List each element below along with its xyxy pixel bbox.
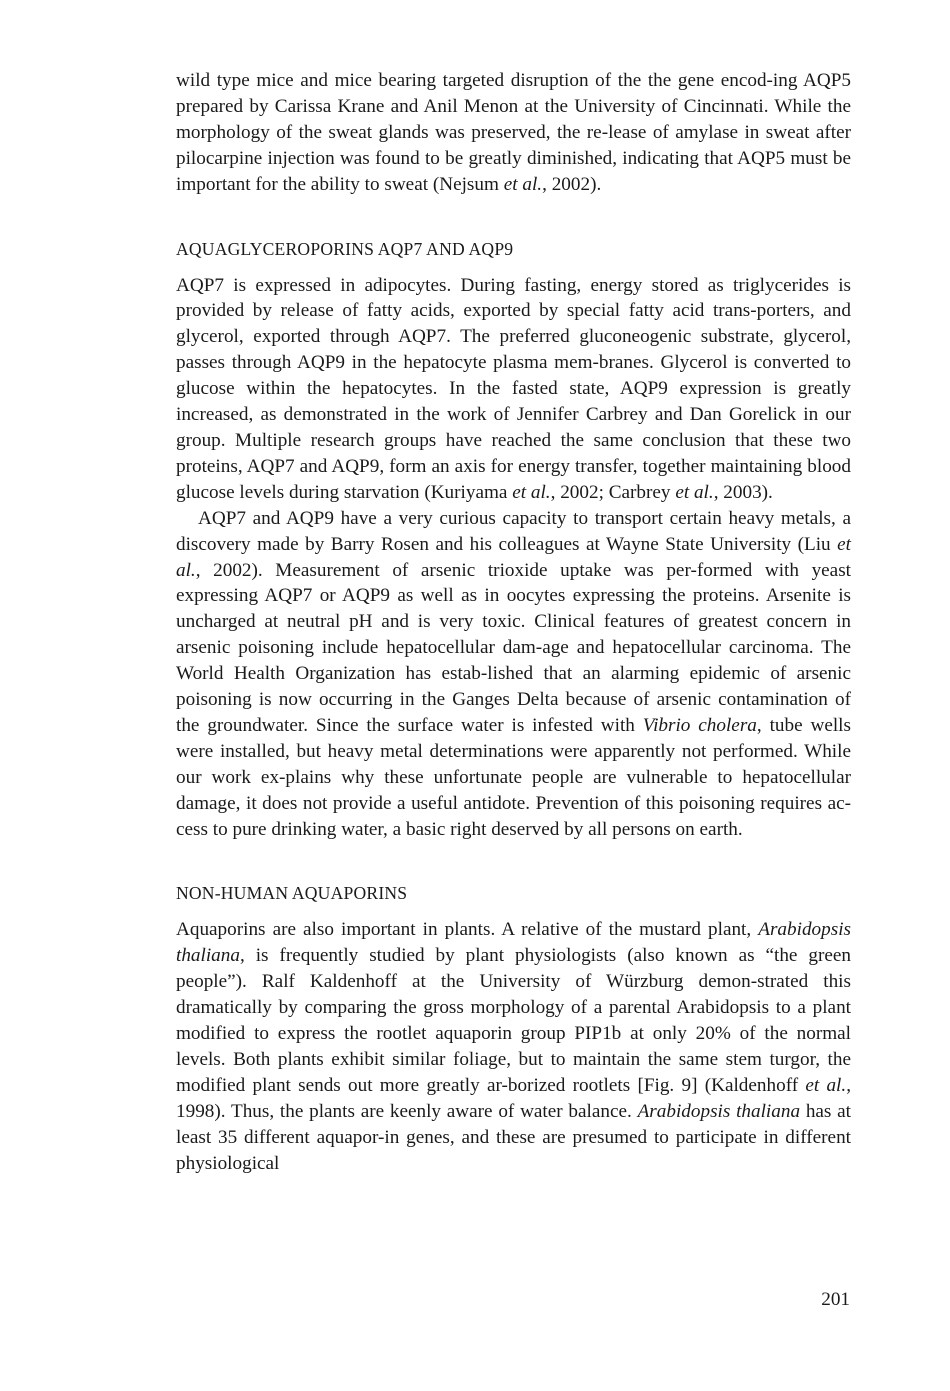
italic-run: et al. bbox=[512, 481, 551, 503]
paragraph-aqp7-adipocytes: AQP7 is expressed in adipocytes. During fasting, energy stored as triglycerides is provided by release of fatty acids, exported by special fatty acid trans-porters, and glycerol, exported through AQP7. The preferred gluconeogenic substrate, glycerol, passes through AQP9 in the hepatocyte plasma mem-branes. Glycerol is converted to glucose within the hepatocytes. In the fasted state, AQP9 expression is greatly increased, as demonstrated in the work of Jennifer Carbrey and Dan Gorelick in our group. Multiple research groups have reached the same conclusion that these two proteins, AQP7 and AQP9, form an axis for energy transfer, together maintaining blood glucose levels during starvation (Kuriyama et al., 2002; Carbrey et al., 2003). bbox=[176, 274, 851, 503]
italic-run: et al. bbox=[176, 533, 851, 581]
italic-run: et al. bbox=[503, 173, 543, 195]
paragraph-aqp5-sweat: wild type mice and mice bearing targeted disruption of the the gene encod-ing AQP5 prepared by Carissa Krane and Anil Menon at the University of Cincinnati. While the morphology of the sweat glands was preserved, the re-lease of amylase in sweat after pilocarpine injection was found to be greatly diminished, indicating that AQP5 must be important for the ability to sweat (Nejsum et al., 2002). bbox=[176, 70, 851, 195]
page-number: 201 bbox=[821, 1289, 850, 1310]
section-heading-aquaglyceroporins: AQUAGLYCEROPORINS AQP7 AND AQP9 bbox=[176, 238, 514, 259]
italic-run: Arabidopsis thaliana bbox=[637, 1100, 801, 1122]
page-body bbox=[176, 68, 851, 1177]
italic-run: Vibrio cholera bbox=[642, 714, 757, 736]
italic-run: et al. bbox=[805, 1074, 847, 1096]
italic-run: Arabidopsis thaliana bbox=[176, 919, 851, 967]
paragraph-plant-aquaporins: Aquaporins are also important in plants. A relative of the mustard plant, Arabidopsis thaliana, is frequently studied by plant physiologists (also known as “the green people”). Ralf Kaldenhoff at the University of Würzburg demon-strated this dramatically by comparing the gross morphology of a parental Arabidopsis to a plant modified to express the rootlet aquaporin group PIP1b at only 20% of the normal levels. Both plants exhibit similar foliage, but to maintain the same stem turgor, the modified plant sends out more greatly ar-borized rootlets [Fig. 9] (Kaldenhoff et al., 1998). Thus, the plants are keenly aware of water balance. Arabidopsis thaliana has at least 35 different aquapor-in genes, and these are presumed to participate in different physiological bbox=[176, 919, 852, 1174]
paragraph-arsenic-transport: AQP7 and AQP9 have a very curious capacity to transport certain heavy metals, a discovery made by Barry Rosen and his colleagues at Wayne State University (Liu et al., 2002). Measurement of arsenic trioxide uptake was per-formed with yeast expressing AQP7 or AQP9 as well as in oocytes expressing the proteins. Arsenite is uncharged at neutral pH and is very toxic. Clinical features of greatest concern in arsenic poisoning include hepatocellular dam-age and hepatocellular carcinoma. The World Health Organization has estab-lished that an alarming epidemic of arsenic poisoning is now occurring in the Ganges Delta because of arsenic contamination of the groundwater. Since the surface water is infested with Vibrio cholera, tube wells were installed, but heavy metal determinations were apparently not performed. While our work ex-plains why these unfortunate people are vulnerable to hepatocellular damage, it does not provide a useful antidote. Prevention of this poisoning requires ac-cess to pure drinking water, a basic right deserved by all persons on earth. bbox=[176, 507, 851, 840]
section-heading-non-human-aquaporins: NON-HUMAN AQUAPORINS bbox=[176, 883, 408, 904]
italic-run: et al. bbox=[675, 481, 714, 503]
